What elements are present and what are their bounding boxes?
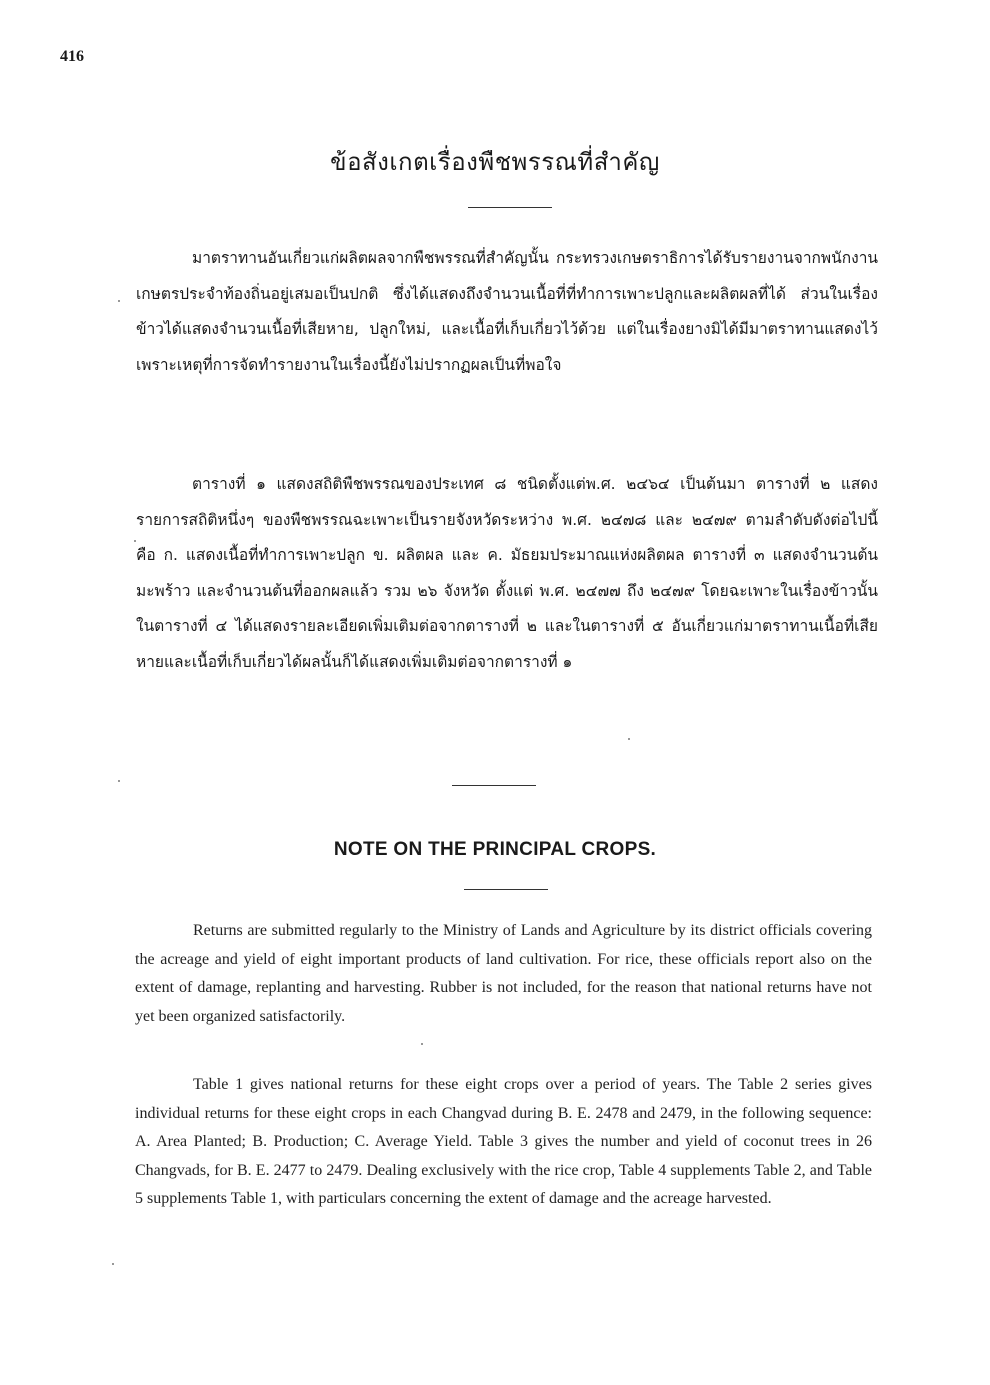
thai-paragraph-1 — [136, 241, 878, 383]
scan-speck — [112, 1263, 114, 1265]
scan-speck — [118, 780, 120, 782]
english-paragraph-1 — [135, 917, 872, 1031]
english-paragraph-2-text: Table 1 gives national returns for these eight crops over a period of years. The Table 2 series gives individual returns for these eight crops in each Changvad during B. E. 2478 and 2479, in the following sequence: A. Area Planted; B. Production; C. Average Yield. Table 3 gives the number and yield of coconut trees in 26 Changvads, for B. E. 2477 to 2479. Dealing exclusively with the rice crop, Table 4 supplements Table 2, and Table 5 supplements Table 1, with particulars concerning the extent of damage and the acreage harvested. — [135, 1076, 872, 1208]
scan-speck — [628, 738, 630, 740]
thai-section-title: ข้อสังเกตเรื่องพืชพรรณที่สำคัญ — [330, 148, 660, 176]
english-paragraph-1-text: Returns are submitted regularly to the Ministry of Lands and Agriculture by its district officials covering the acreage and yield of eight important products of land cultivation. For rice, these officials report also on the extent of damage, replanting and harvesting. Rubber is not included, for the reason that national returns have not yet been organized satisfactorily. — [135, 922, 872, 1025]
english-section-title: NOTE ON THE PRINCIPAL CROPS. — [333, 839, 657, 860]
thai-paragraph-2 — [136, 467, 878, 681]
english-title-divider — [464, 889, 548, 890]
page-number: 416 — [60, 48, 84, 65]
scan-speck — [421, 1043, 423, 1045]
thai-paragraph-2-text: ตารางที่ ๑ แสดงสถิติพืชพรรณของประเทศ ๘ ชนิดตั้งแต่พ.ศ. ๒๔๖๔ เป็นต้นมา ตารางที่ ๒ แสดงรายการสถิติหนึ่งๆ ของพืชพรรณฉะเพาะเป็นรายจังหวัดระหว่าง พ.ศ. ๒๔๗๘ และ ๒๔๗๙ ตามลำดับดังต่อไปนี้ คือ ก. แสดงเนื้อที่ทำการเพาะปลูก ข. ผลิตผล และ ค. มัธยมประมาณแห่งผลิตผล ตารางที่ ๓ แสดงจำนวนต้นมะพร้าว และจำนวนต้นที่ออกผลแล้ว รวม ๒๖ จังหวัด ตั้งแต่ พ.ศ. ๒๔๗๗ ถึง ๒๔๗๙ โดยฉะเพาะในเรื่องข้าวนั้นในตารางที่ ๔ ได้แสดงรายละเอียดเพิ่มเติมต่อจากตารางที่ ๒ และในตารางที่ ๕ อันเกี่ยวแก่มาตราทานเนื้อที่เสียหายและเนื้อที่เก็บเกี่ยวได้ผลนั้นก็ได้แสดงเพิ่มเติมต่อจากตารางที่ ๑ — [136, 475, 878, 671]
scan-speck — [118, 300, 120, 302]
english-paragraph-2 — [135, 1071, 872, 1214]
section-divider — [452, 785, 536, 786]
scan-speck — [134, 540, 136, 542]
title-divider — [468, 207, 552, 208]
thai-paragraph-1-text: มาตราทานอันเกี่ยวแก่ผลิตผลจากพืชพรรณที่สำคัญนั้น กระทรวงเกษตราธิการได้รับรายงานจากพนักงานเกษตรประจำท้องถิ่นอยู่เสมอเป็นปกติ ซึ่งได้แสดงถึงจำนวนเนื้อที่ที่ทำการเพาะปลูกและผลิตผลที่ได้ ส่วนในเรื่องข้าวได้แสดงจำนวนเนื้อที่เสียหาย, ปลูกใหม่, และเนื้อที่เก็บเกี่ยวไว้ด้วย แต่ในเรื่องยางมิได้มีมาตราทานแสดงไว้ เพราะเหตุที่การจัดทำรายงานในเรื่องนี้ยังไม่ปรากฏผลเป็นที่พอใจ — [136, 249, 878, 374]
